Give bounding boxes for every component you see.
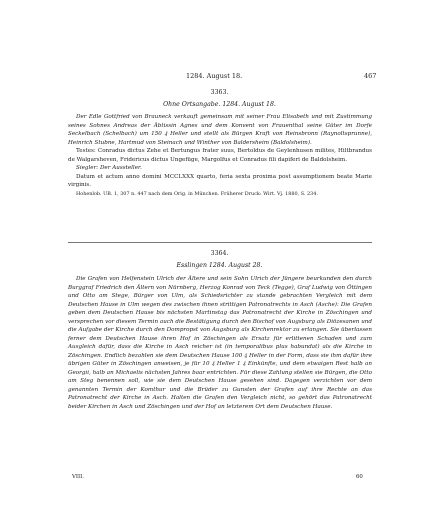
signature-mark: VIII.: [72, 474, 84, 480]
document-dateline: Ohne Ortsangabe. 1284. August 18.: [163, 101, 276, 108]
document-body: [68, 275, 372, 411]
source-note: Hohenlob. UB. 1, 307 n. 447 nach dem Orig. in München. Früherer Druck: Wirt. Vj. 1880, S. 234.: [76, 190, 318, 197]
section-divider: [68, 242, 372, 243]
regest-summary: Die Grafen von Helfenstein Ulrich der Ältere und sein Sohn Ulrich der Jüngere beurkunden den durch Burggraf Friedrich den Ältern von Nürnberg, Herzog Konrad von Teck (Tegge), Graf Ludwig von Öttingen und Otto am Stege, Bürger von Ulm, als Schiedsrichter zu stande gebrachten Vergleich mit dem Deutschen Hause in Ulm wegen des zwischen ihnen strittigen Patronatrechts in Asch (Asche): Die Grafen geben dem Deutschen Hause bis nächsten Martinstag das Patronatrecht der Kirche in Zöschingen und versprechen vor diesem Termin auch die Bestätigung durch den Bischof von Augsburg als Diözesanen und die Aufgabe der Kirche durch den Dompropst von Augsburg als Kirchenrektor zu erlangen. Sie überlassen ferner dem Deutschen Hause ihren Hof in Zöschingen als Ersatz für erlittenen Schaden und zum Ausgleich dafür, dass die Kirche in Asch reicher ist (in temporalibus plus habundat) als die Kirche in Zöschingen. Endlich bezahlen sie dem Deutschen Hause 100 ₰ Heller in der Form, dass sie ihm dafür ihre übrigen Güter in Zöschingen anweisen, je für 10 ₰ Heller 1 ₰ Einkünfte, und dem etwaigen Rest halb an Georgii, halb an Michaelis nächsten Jahres baar entrichten. Für diese Zahlung stellen sie Bürgen, die Otto am Steg benennen soll, wie sie dem Deutschen Hause gesehen sind. Dagegen verzichten vor dem genannten Termin der Komthur und die Brüder zu Gunsten der Grafen auf ihre Rechte an das Patronatrecht der Kirche in Asch. Halten die Grafen den Vergleich nicht, so gehört das Patronatrecht beider Kirchen in Asch und Zöschingen und der Hof an letzterem Ort dem Deutschen Hause.: [68, 276, 372, 410]
running-head-date: 1284. August 18.: [186, 72, 243, 80]
document-number: 3364.: [210, 250, 229, 257]
seal-note: Siegler: Der Aussteller.: [76, 165, 142, 171]
document-dateline: Esslingen 1284. August 28.: [176, 262, 263, 269]
sheet-number: 60: [356, 474, 363, 480]
page-number: 467: [364, 72, 377, 80]
datum-clause: Datum et actum anno domini MCCLXXX quarto, feria sexta proxima post assumptionem beate Marie virginis.: [68, 173, 372, 188]
document-body: [68, 113, 372, 198]
regest-summary: Der Edle Gottfried von Brauneck verkauft gemeinsam mit seiner Frau Elisabeth und mit Zustimmung seines Sohnes Andreas der Äbtissin Agnes und dem Konvent von Frauenthal seine Güter im Dorfe Seckelbach (Schelbach) um 150 ₰ Heller und stellt als Bürgen Kraft von Reinsbronn (Raynoltsprunne), Heinrich Stubne, Hartmud von Steinach und Winther von Baldersheim (Baldolsheim).: [68, 114, 372, 146]
witness-list: Testes: Conradus dictus Zehe et Bertungus frater suus, Bertoldus de Geylenhusen milites, Hiltbrandus de Walgarsheven, Fridericus dictus Ungefüge, Margolfus et Conradus fili dapiferi de Baldolsheim.: [68, 148, 372, 163]
document-number: 3363.: [210, 89, 229, 96]
